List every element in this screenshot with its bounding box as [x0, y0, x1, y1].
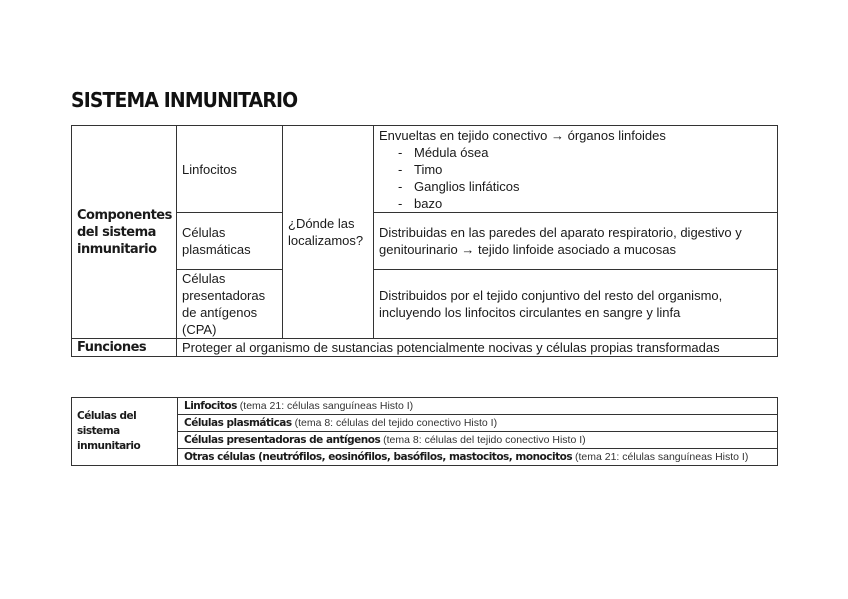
cell-note: (tema 8: células del tejido conectivo Histo I) [294, 416, 498, 429]
list-item: - Ganglios linfáticos [398, 178, 773, 195]
list-item: - Médula ósea [398, 144, 773, 161]
cell-name: Células presentadoras de antígenos [184, 433, 381, 446]
functions-text: Proteger al organismo de sustancias potencialmente nocivas y células propias transformadas [177, 339, 778, 357]
components-label: Componentes del sistema inmunitario [72, 126, 177, 339]
components-table [71, 125, 778, 357]
location-intro: Envueltas en tejido conectivo → órganos linfoides [379, 128, 666, 143]
table-row [178, 415, 778, 432]
table-row [178, 432, 778, 449]
cell-linfocitos: Linfocitos [177, 126, 283, 213]
lymphoid-organs-list [379, 144, 773, 212]
cell-cpa: Células presentadoras de antígenos (CPA) [177, 270, 283, 339]
location-celulas-plasmaticas: Distribuidas en las paredes del aparato respiratorio, digestivo y genitourinario → tejido linfoide asociado a mucosas [374, 213, 778, 270]
table-row [178, 398, 778, 415]
cells-label: Células del sistema inmunitario [72, 398, 178, 466]
page-title: SISTEMA INMUNITARIO [71, 88, 298, 112]
list-item: - Timo [398, 161, 773, 178]
table-row [178, 449, 778, 466]
location-cpa: Distribuidos por el tejido conjuntivo del resto del organismo, incluyendo los linfocitos circulantes en sangre y linfa [374, 270, 778, 339]
cell-name: Células plasmáticas [184, 416, 292, 429]
cell-celulas-plasmaticas: Células plasmáticas [177, 213, 283, 270]
cell-note: (tema 21: células sanguíneas Histo I) [239, 399, 414, 412]
list-item: - bazo [398, 195, 773, 212]
functions-label: Funciones [72, 339, 177, 357]
cell-note: (tema 8: células del tejido conectivo Histo I) [383, 433, 586, 446]
cells-table [71, 397, 778, 466]
location-question: ¿Dónde las localizamos? [283, 126, 374, 339]
location-linfocitos [374, 126, 778, 213]
cell-note: (tema 21: células sanguíneas Histo I) [575, 450, 749, 463]
cell-name: Linfocitos [184, 399, 237, 412]
cell-name: Otras células (neutrófilos, eosinófilos, basófilos, mastocitos, monocitos [184, 450, 573, 463]
